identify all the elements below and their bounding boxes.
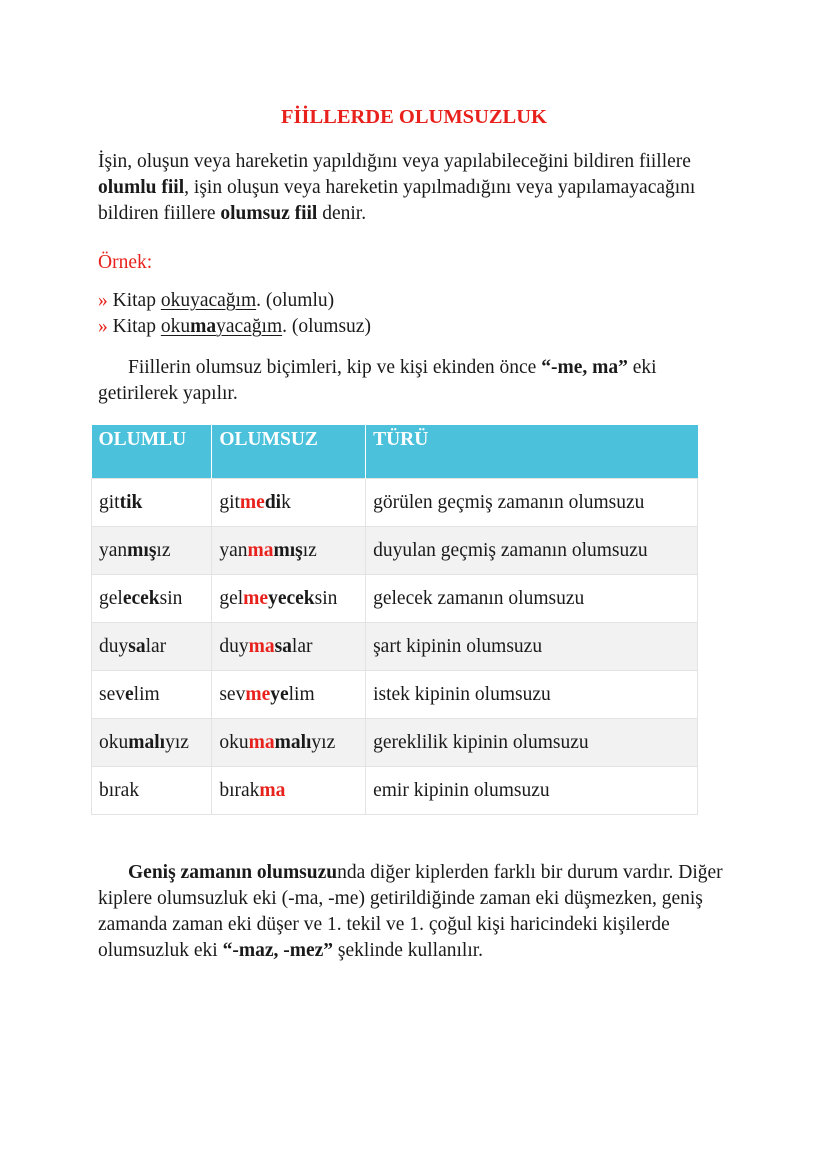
term-olumlu-fiil: olumlu fiil — [98, 177, 185, 198]
header-olumlu: OLUMLU — [92, 425, 212, 479]
type-cell: görülen geçmiş zamanın olumsuzu — [366, 479, 698, 527]
negative-cell: sevmeyelim — [212, 671, 366, 719]
example-verb: okumayacağım — [160, 316, 283, 337]
intro-text-3: denir. — [317, 203, 367, 224]
type-cell: duyulan geçmiş zamanın olumsuzu — [366, 527, 698, 575]
type-cell: gelecek zamanın olumsuzu — [366, 575, 698, 623]
negative-cell: bırakma — [212, 767, 366, 815]
example-label: Örnek: — [98, 252, 153, 273]
table-row — [92, 479, 698, 527]
negative-cell: okumamalıyız — [212, 719, 366, 767]
conjugation-table — [91, 425, 698, 815]
table-row — [92, 767, 698, 815]
table-header-row — [92, 425, 698, 479]
intro-paragraph — [98, 149, 738, 227]
negative-cell: duymasalar — [212, 623, 366, 671]
example-verb: okuyacağım — [160, 290, 257, 311]
negative-cell: gelmeyeceksin — [212, 575, 366, 623]
positive-cell: yanmışız — [92, 527, 212, 575]
header-olumsuz: OLUMSUZ — [212, 425, 366, 479]
term-genis-zaman: Geniş zamanın olumsuzu — [128, 862, 338, 883]
page-title: FİİLLERDE OLUMSUZLUK — [281, 106, 547, 128]
table-row — [92, 575, 698, 623]
table-row — [92, 671, 698, 719]
intro-text-2: , işin oluşun veya hareketin yapılmadığını veya yapılamayacağını bildiren fiillere — [98, 177, 696, 224]
example-positive: » Kitap okuyacağım. (olumlu) — [98, 290, 335, 311]
header-turu: TÜRÜ — [366, 425, 698, 479]
suffix-maz-mez: “-maz, -mez” — [222, 940, 334, 961]
type-cell: emir kipinin olumsuzu — [366, 767, 698, 815]
intro-text-1: İşin, oluşun veya hareketin yapıldığını veya yapılabileceğini bildiren fiillere — [98, 151, 691, 172]
example-negative: » Kitap okumayacağım. (olumsuz) — [98, 316, 371, 337]
type-cell: gereklilik kipinin olumsuzu — [366, 719, 698, 767]
positive-cell: okumalıyız — [92, 719, 212, 767]
negative-cell: yanmamışız — [212, 527, 366, 575]
table-row — [92, 527, 698, 575]
positive-cell: bırak — [92, 767, 212, 815]
table-row — [92, 623, 698, 671]
bullet-chevron-icon: » — [98, 290, 108, 311]
negation-suffix: ma — [190, 316, 217, 337]
rule-paragraph: Fiillerin olumsuz biçimleri, kip ve kişi ekinden önce “-me, ma” eki getirilerek yapılır. — [98, 357, 657, 404]
positive-cell: sevelim — [92, 671, 212, 719]
type-cell: istek kipinin olumsuzu — [366, 671, 698, 719]
closing-paragraph: Geniş zamanın olumsuzunda diğer kiplerden farklı bir durum vardır. Diğer kiplere olumsuzluk eki (-ma, -me) getirildiğinde zaman eki düşmezken, geniş zamanda zaman eki düşer ve 1. tekil ve 1. çoğul kişi haricindeki kişilerde olumsuzluk eki “-maz, -mez” şeklinde kullanılır. — [98, 862, 723, 961]
term-olumsuz-fiil: olumsuz fiil — [220, 203, 318, 224]
positive-cell: geleceksin — [92, 575, 212, 623]
positive-cell: gittik — [92, 479, 212, 527]
bullet-chevron-icon: » — [98, 316, 108, 337]
table-row — [92, 719, 698, 767]
negative-cell: gitmedik — [212, 479, 366, 527]
suffix-me-ma: “-me, ma” — [541, 357, 628, 378]
positive-cell: duysalar — [92, 623, 212, 671]
type-cell: şart kipinin olumsuzu — [366, 623, 698, 671]
